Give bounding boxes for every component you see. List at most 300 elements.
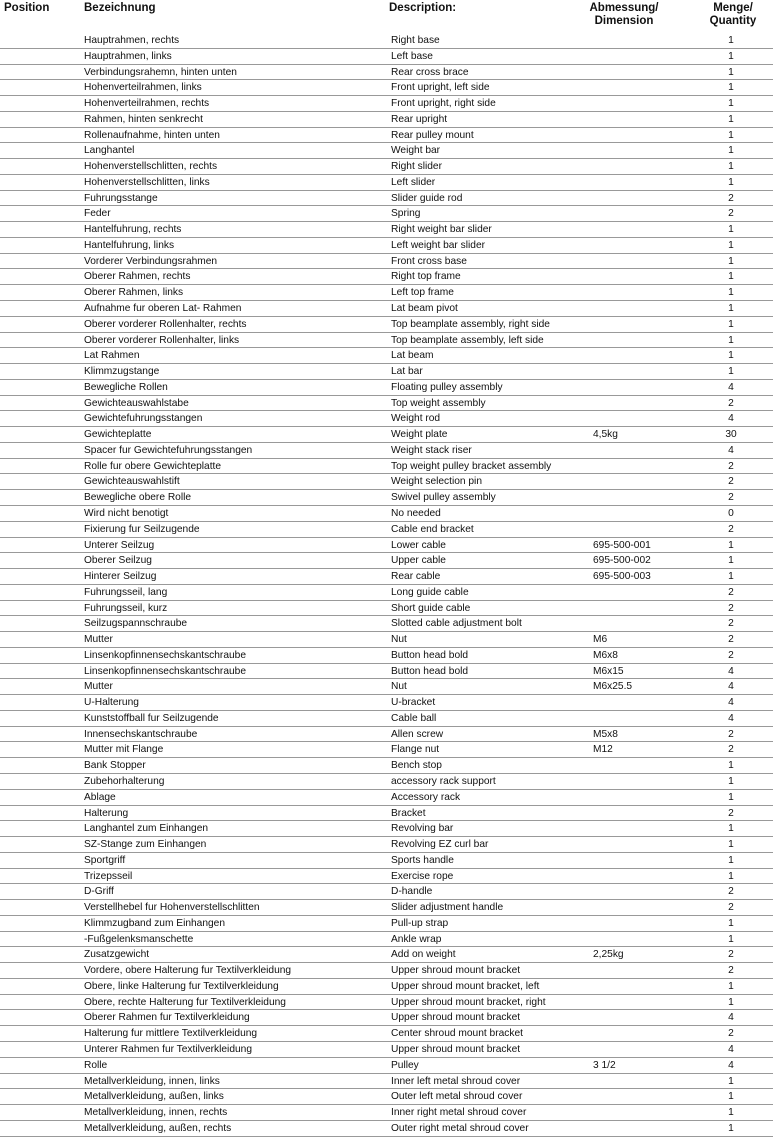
bezeichnung-cell: Oberer vorderer Rollenhalter, links [84,334,240,346]
header-quantity [699,2,767,28]
table-row [0,1010,773,1026]
bezeichnung-cell: Halterung [84,807,129,819]
description-cell: Lat beam pivot [391,303,458,315]
bezeichnung-cell: Linsenkopfinnensechskantschraube [84,665,246,677]
bezeichnung-cell: Mutter mit Flange [84,744,164,756]
quantity-cell: 2 [728,649,734,661]
bezeichnung-cell: Klimmzugstange [84,366,160,378]
quantity-cell: 2 [728,744,734,756]
description-cell: Right weight bar slider [391,224,492,236]
quantity-cell: 1 [728,98,734,110]
dimension-cell: 4,5kg [593,429,618,441]
dimension-cell: M5x8 [593,728,618,740]
bezeichnung-cell: Rolle fur obere Gewichteplatte [84,460,222,472]
quantity-cell: 4 [728,697,734,709]
description-cell: Nut [391,634,407,646]
dimension-cell: M6x25.5 [593,681,633,693]
table-row [0,853,773,869]
quantity-cell: 1 [728,996,734,1008]
description-cell: Allen screw [391,728,444,740]
table-row [0,963,773,979]
description-cell: Outer left metal shroud cover [391,1091,523,1103]
table-row [0,648,773,664]
bezeichnung-cell: Zubehorhalterung [84,775,165,787]
description-cell: U-bracket [391,697,436,709]
quantity-cell: 2 [728,886,734,898]
bezeichnung-cell: Vorderer Verbindungsrahmen [84,255,218,267]
table-row [0,1074,773,1090]
table-row [0,1089,773,1105]
quantity-cell: 1 [728,760,734,772]
quantity-cell: 1 [728,255,734,267]
description-cell: Flange nut [391,744,440,756]
bezeichnung-cell: Seilzugspannschraube [84,618,188,630]
description-cell: Top weight assembly [391,397,486,409]
table-row [0,238,773,254]
description-cell: Accessory rack [391,791,461,803]
table-row [0,790,773,806]
table-row [0,900,773,916]
description-cell: Weight stack riser [391,444,472,456]
bezeichnung-cell: Fuhrungsseil, lang [84,586,168,598]
bezeichnung-cell: Metallverkleidung, außen, rechts [84,1122,232,1134]
bezeichnung-cell: Oberer Rahmen fur Textilverkleidung [84,1012,250,1024]
quantity-cell: 1 [728,287,734,299]
quantity-cell: 1 [728,350,734,362]
quantity-cell: 2 [728,618,734,630]
quantity-cell: 2 [728,602,734,614]
description-cell: Bench stop [391,760,442,772]
bezeichnung-cell: Oberer vorderer Rollenhalter, rechts [84,318,247,330]
quantity-cell: 1 [728,366,734,378]
quantity-cell: 4 [728,665,734,677]
bezeichnung-cell: Oberer Rahmen, links [84,287,184,299]
table-row [0,396,773,412]
description-cell: Upper shroud mount bracket, right [391,996,546,1008]
bezeichnung-cell: Hohenverstellschlitten, links [84,176,210,188]
description-cell: Upper shroud mount bracket [391,1012,521,1024]
header-position: Position [4,2,50,14]
bezeichnung-cell: Langhantel [84,145,135,157]
bezeichnung-cell: Trizepsseil [84,870,133,882]
bezeichnung-cell: Hantelfuhrung, links [84,239,175,251]
description-cell: Add on weight [391,949,456,961]
quantity-cell: 1 [728,775,734,787]
bezeichnung-cell: Oberer Seilzug [84,555,152,567]
description-cell: Sports handle [391,854,454,866]
quantity-cell: 1 [728,870,734,882]
table-row [0,522,773,538]
bezeichnung-cell: Unterer Seilzug [84,539,155,551]
table-row [0,443,773,459]
description-cell: Right base [391,35,440,46]
description-cell: Left base [391,50,433,62]
quantity-cell: 1 [728,571,734,583]
bezeichnung-cell: Zusatzgewicht [84,949,150,961]
table-row [0,774,773,790]
description-cell: Rear pulley mount [391,129,474,141]
header-quantity-line2: Quantity [709,15,757,27]
bezeichnung-cell: Gewichteauswahlstabe [84,397,189,409]
description-cell: Right slider [391,161,442,173]
quantity-cell: 30 [725,429,737,441]
bezeichnung-cell: Bank Stopper [84,760,146,772]
bezeichnung-cell: Ablage [84,791,116,803]
description-cell: Spring [391,208,421,220]
quantity-cell: 1 [728,334,734,346]
table-row [0,112,773,128]
bezeichnung-cell: Verbindungsrahemn, hinten unten [84,66,237,78]
table-row [0,1121,773,1137]
description-cell: Long guide cable [391,586,469,598]
bezeichnung-cell: Lat Rahmen [84,350,140,362]
table-row [0,1058,773,1074]
bezeichnung-cell: Rahmen, hinten senkrecht [84,113,203,125]
description-cell: Revolving bar [391,823,454,835]
quantity-cell: 1 [728,823,734,835]
description-cell: Floating pulley assembly [391,381,503,393]
header-dimension-line1: Abmessung/ [589,2,659,14]
table-row [0,585,773,601]
description-cell: Upper shroud mount bracket, left [391,980,540,992]
description-cell: Swivel pulley assembly [391,492,496,504]
table-row [0,191,773,207]
description-cell: Lat bar [391,366,423,378]
table-row [0,711,773,727]
bezeichnung-cell: Halterung fur mittlere Textilverkleidung [84,1028,258,1040]
table-row [0,427,773,443]
bezeichnung-cell: Gewichteauswahlstift [84,476,180,488]
bezeichnung-cell: Bewegliche Rollen [84,381,168,393]
description-cell: Lower cable [391,539,446,551]
table-row [0,206,773,222]
table-row [0,616,773,632]
description-cell: Lat beam [391,350,434,362]
table-row [0,506,773,522]
quantity-cell: 2 [728,965,734,977]
bezeichnung-cell: Klimmzugband zum Einhangen [84,917,226,929]
quantity-cell: 2 [728,476,734,488]
table-row [0,380,773,396]
table-row [0,758,773,774]
quantity-cell: 4 [728,1044,734,1055]
description-cell: Center shroud mount bracket [391,1028,523,1040]
table-row [0,1026,773,1042]
description-cell: Button head bold [391,665,469,677]
quantity-cell: 1 [728,66,734,78]
dimension-cell: 695-500-003 [593,571,651,583]
table-row [0,664,773,680]
bezeichnung-cell: Hinterer Seilzug [84,571,157,583]
table-row [0,222,773,238]
dimension-cell: 3 1/2 [593,1059,616,1071]
bezeichnung-cell: Oberer Rahmen, rechts [84,271,191,283]
quantity-cell: 1 [728,161,734,173]
table-row [0,553,773,569]
description-cell: Short guide cable [391,602,471,614]
quantity-cell: 2 [728,1028,734,1040]
bezeichnung-cell: Hauptrahmen, rechts [84,35,180,46]
table-row [0,474,773,490]
quantity-cell: 1 [728,933,734,945]
table-row [0,80,773,96]
description-cell: Slider guide rod [391,192,463,204]
table-row [0,979,773,995]
table-row [0,742,773,758]
bezeichnung-cell: D-Griff [84,886,114,898]
bezeichnung-cell: Feder [84,208,111,220]
description-cell: Right top frame [391,271,461,283]
table-row [0,285,773,301]
quantity-cell: 1 [728,145,734,157]
quantity-cell: 1 [728,271,734,283]
bezeichnung-cell: Langhantel zum Einhangen [84,823,209,835]
description-cell: Exercise rope [391,870,454,882]
table-row [0,65,773,81]
table-row [0,932,773,948]
quantity-cell: 2 [728,492,734,504]
bezeichnung-cell: Spacer fur Gewichtefuhrungsstangen [84,444,253,456]
description-cell: No needed [391,507,441,519]
table-row [0,269,773,285]
description-cell: Left top frame [391,287,454,299]
quantity-cell: 4 [728,444,734,456]
description-cell: Outer right metal shroud cover [391,1122,529,1134]
description-cell: Rear upright [391,113,448,125]
quantity-cell: 1 [728,1075,734,1087]
table-header [0,0,773,33]
quantity-cell: 1 [728,539,734,551]
table-row [0,538,773,554]
quantity-cell: 4 [728,712,734,724]
bezeichnung-cell: Sportgriff [84,854,126,866]
bezeichnung-cell: U-Halterung [84,697,139,709]
table-row [0,254,773,270]
header-description: Description: [389,2,457,14]
description-cell: Bracket [391,807,426,819]
quantity-cell: 1 [728,239,734,251]
bezeichnung-cell: Verstellhebel fur Hohenverstellschlitten [84,902,260,914]
description-cell: Weight bar [391,145,441,157]
quantity-cell: 2 [728,586,734,598]
description-cell: Front cross base [391,255,467,267]
header-bezeichnung: Bezeichnung [84,2,156,14]
table-row [0,806,773,822]
bezeichnung-cell: Mutter [84,681,113,693]
bezeichnung-cell: Obere, linke Halterung fur Textilverkleidung [84,980,279,992]
quantity-cell: 4 [728,1059,734,1071]
dimension-cell: M6x15 [593,665,624,677]
quantity-cell: 1 [728,82,734,94]
dimension-cell: 2,25kg [593,949,624,961]
description-cell: Cable ball [391,712,437,724]
description-cell: Upper shroud mount bracket [391,965,521,977]
bezeichnung-cell: Hohenverstellschlitten, rechts [84,161,218,173]
table-row [0,143,773,159]
quantity-cell: 1 [728,917,734,929]
description-cell: Button head bold [391,649,469,661]
table-row [0,632,773,648]
table-row [0,695,773,711]
dimension-cell: 695-500-001 [593,539,651,551]
table-row [0,49,773,65]
bezeichnung-cell: Unterer Rahmen fur Textilverkleidung [84,1044,252,1055]
table-row [0,175,773,191]
description-cell: Rear cable [391,571,441,583]
table-row [0,159,773,175]
description-cell: Rear cross brace [391,66,469,78]
table-row [0,301,773,317]
quantity-cell: 1 [728,176,734,188]
description-cell: Weight rod [391,413,441,425]
quantity-cell: 2 [728,634,734,646]
bezeichnung-cell: SZ-Stange zum Einhangen [84,839,207,851]
description-cell: Slider adjustment handle [391,902,504,914]
quantity-cell: 1 [728,980,734,992]
bezeichnung-cell: Aufnahme fur oberen Lat- Rahmen [84,303,242,315]
quantity-cell: 1 [728,35,734,46]
bezeichnung-cell: Obere, rechte Halterung fur Textilverkleidung [84,996,286,1008]
table-row [0,1042,773,1058]
quantity-cell: 2 [728,902,734,914]
table-row [0,601,773,617]
description-cell: Pulley [391,1059,419,1071]
header-quantity-line1: Menge/ [713,2,753,14]
quantity-cell: 1 [728,303,734,315]
header-dimension-line2: Dimension [594,15,654,27]
table-row [0,333,773,349]
bezeichnung-cell: Innensechskantschraube [84,728,198,740]
quantity-cell: 0 [728,507,734,519]
quantity-cell: 4 [728,1012,734,1024]
dimension-cell: M6x8 [593,649,618,661]
description-cell: Nut [391,681,407,693]
description-cell: Ankle wrap [391,933,442,945]
quantity-cell: 2 [728,807,734,819]
quantity-cell: 1 [728,1107,734,1119]
bezeichnung-cell: Hantelfuhrung, rechts [84,224,182,236]
quantity-cell: 2 [728,192,734,204]
parts-table [0,33,773,1137]
description-cell: Left slider [391,176,436,188]
quantity-cell: 1 [728,854,734,866]
quantity-cell: 1 [728,224,734,236]
table-row [0,821,773,837]
quantity-cell: 2 [728,460,734,472]
bezeichnung-cell: Bewegliche obere Rolle [84,492,192,504]
table-row [0,995,773,1011]
quantity-cell: 2 [728,523,734,535]
bezeichnung-cell: Mutter [84,634,113,646]
bezeichnung-cell: Kunststoffball fur Seilzugende [84,712,219,724]
table-row [0,679,773,695]
bezeichnung-cell: Metallverkleidung, außen, links [84,1091,224,1103]
table-row [0,128,773,144]
quantity-cell: 1 [728,50,734,62]
table-row [0,1105,773,1121]
bezeichnung-cell: Rolle [84,1059,108,1071]
description-cell: Pull-up strap [391,917,449,929]
table-row [0,459,773,475]
table-row [0,947,773,963]
table-row [0,364,773,380]
table-row [0,727,773,743]
quantity-cell: 1 [728,113,734,125]
bezeichnung-cell: Hohenverteilrahmen, rechts [84,98,210,110]
description-cell: accessory rack support [391,775,496,787]
bezeichnung-cell: Wird nicht benotigt [84,507,169,519]
table-row [0,569,773,585]
description-cell: Front upright, right side [391,98,496,110]
table-row [0,348,773,364]
quantity-cell: 1 [728,1122,734,1134]
quantity-cell: 1 [728,129,734,141]
description-cell: Top beamplate assembly, right side [391,318,550,330]
table-row [0,884,773,900]
bezeichnung-cell: -Fußgelenksmanschette [84,933,194,945]
description-cell: Weight plate [391,429,448,441]
bezeichnung-cell: Metallverkleidung, innen, links [84,1075,220,1087]
bezeichnung-cell: Gewichtefuhrungsstangen [84,413,203,425]
table-row [0,33,773,49]
quantity-cell: 4 [728,413,734,425]
bezeichnung-cell: Vordere, obere Halterung fur Textilverkleidung [84,965,292,977]
bezeichnung-cell: Hohenverteilrahmen, links [84,82,202,94]
bezeichnung-cell: Gewichteplatte [84,429,152,441]
table-row [0,490,773,506]
description-cell: Top weight pulley bracket assembly [391,460,552,472]
table-row [0,837,773,853]
quantity-cell: 2 [728,949,734,961]
bezeichnung-cell: Fuhrungsstange [84,192,158,204]
description-cell: Slotted cable adjustment bolt [391,618,522,630]
header-dimension [577,2,671,28]
dimension-cell: M6 [593,634,608,646]
description-cell: Top beamplate assembly, left side [391,334,544,346]
quantity-cell: 2 [728,208,734,220]
description-cell: Upper shroud mount bracket [391,1044,521,1055]
quantity-cell: 1 [728,839,734,851]
dimension-cell: 695-500-002 [593,555,651,567]
quantity-cell: 2 [728,397,734,409]
bezeichnung-cell: Metallverkleidung, innen, rechts [84,1107,228,1119]
bezeichnung-cell: Fixierung fur Seilzugende [84,523,200,535]
quantity-cell: 1 [728,791,734,803]
bezeichnung-cell: Hauptrahmen, links [84,50,172,62]
table-row [0,869,773,885]
description-cell: D-handle [391,886,433,898]
description-cell: Weight selection pin [391,476,482,488]
table-row [0,96,773,112]
quantity-cell: 2 [728,728,734,740]
description-cell: Inner left metal shroud cover [391,1075,521,1087]
quantity-cell: 4 [728,681,734,693]
table-row [0,411,773,427]
quantity-cell: 4 [728,381,734,393]
table-row [0,317,773,333]
quantity-cell: 1 [728,555,734,567]
description-cell: Left weight bar slider [391,239,486,251]
table-row [0,916,773,932]
description-cell: Front upright, left side [391,82,490,94]
description-cell: Inner right metal shroud cover [391,1107,527,1119]
description-cell: Upper cable [391,555,446,567]
description-cell: Revolving EZ curl bar [391,839,489,851]
dimension-cell: M12 [593,744,613,756]
bezeichnung-cell: Rollenaufnahme, hinten unten [84,129,220,141]
quantity-cell: 1 [728,1091,734,1103]
bezeichnung-cell: Fuhrungsseil, kurz [84,602,168,614]
